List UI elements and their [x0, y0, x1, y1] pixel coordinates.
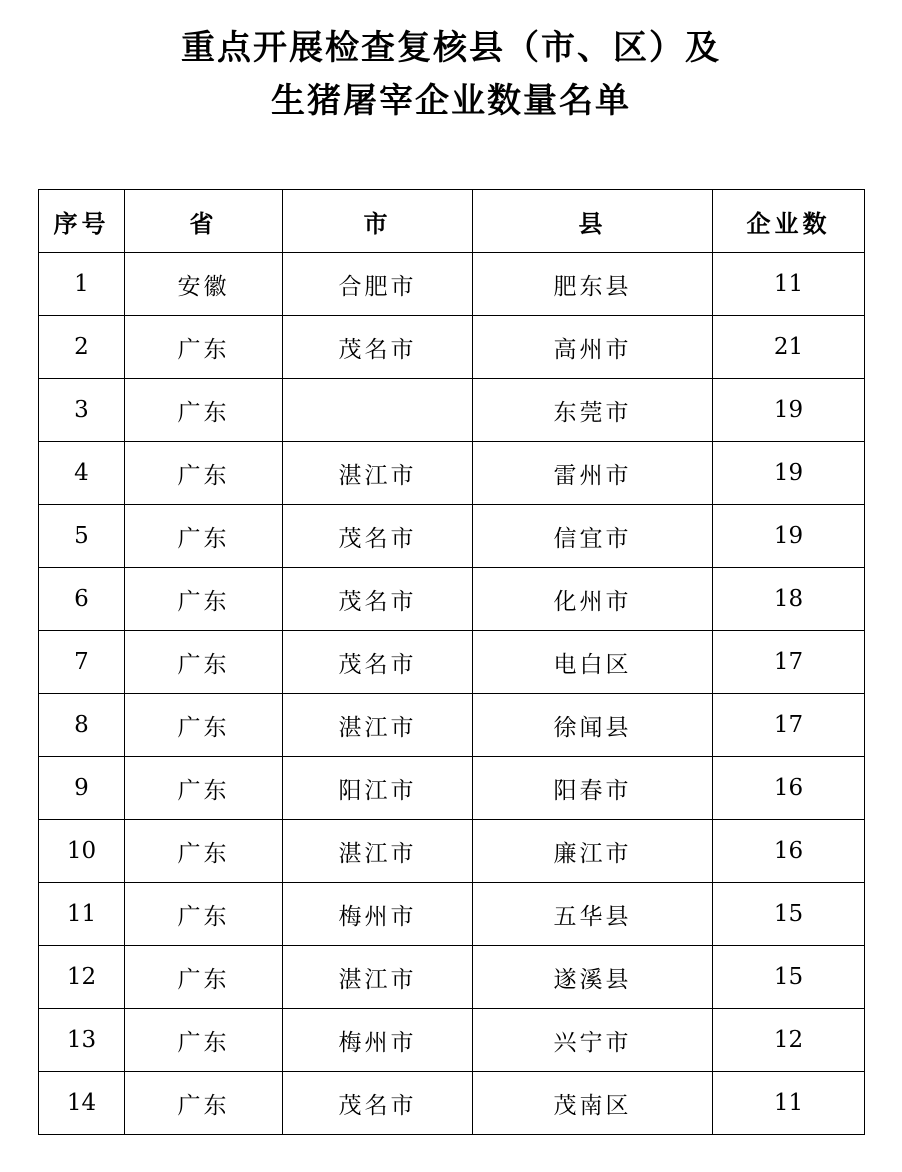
table-row	[39, 1009, 865, 1072]
cell-county: 徐闻县	[473, 694, 713, 757]
cell-enterprise-count: 19	[713, 379, 865, 442]
cell-county: 高州市	[473, 316, 713, 379]
cell-county: 东莞市	[473, 379, 713, 442]
cell-county: 肥东县	[473, 253, 713, 316]
cell-province: 广东	[125, 379, 283, 442]
cell-province: 广东	[125, 568, 283, 631]
table-row	[39, 946, 865, 1009]
table-row	[39, 316, 865, 379]
table-header-row	[39, 190, 865, 253]
cell-enterprise-count: 11	[713, 1072, 865, 1135]
cell-county: 遂溪县	[473, 946, 713, 1009]
cell-index: 14	[39, 1072, 125, 1135]
table-row	[39, 694, 865, 757]
cell-index: 4	[39, 442, 125, 505]
cell-enterprise-count: 11	[713, 253, 865, 316]
cell-city: 梅州市	[283, 883, 473, 946]
cell-index: 10	[39, 820, 125, 883]
cell-enterprise-count: 17	[713, 631, 865, 694]
cell-province: 广东	[125, 820, 283, 883]
enterprise-count-table	[38, 189, 865, 1135]
cell-enterprise-count: 21	[713, 316, 865, 379]
table-row	[39, 253, 865, 316]
cell-county: 茂南区	[473, 1072, 713, 1135]
cell-index: 2	[39, 316, 125, 379]
column-header-city: 市	[283, 190, 473, 253]
table-row	[39, 631, 865, 694]
table-row	[39, 442, 865, 505]
cell-enterprise-count: 16	[713, 820, 865, 883]
cell-province: 广东	[125, 694, 283, 757]
page-title-line-2: 生猪屠宰企业数量名单	[271, 80, 631, 121]
cell-index: 13	[39, 1009, 125, 1072]
cell-province: 广东	[125, 631, 283, 694]
cell-city: 湛江市	[283, 442, 473, 505]
table-row	[39, 379, 865, 442]
cell-city: 湛江市	[283, 694, 473, 757]
cell-city	[283, 379, 473, 442]
cell-county: 雷州市	[473, 442, 713, 505]
page-title-line-1: 重点开展检查复核县（市、区）及	[181, 28, 721, 68]
cell-county: 廉江市	[473, 820, 713, 883]
cell-enterprise-count: 17	[713, 694, 865, 757]
cell-province: 广东	[125, 946, 283, 1009]
cell-enterprise-count: 19	[713, 442, 865, 505]
cell-province: 广东	[125, 757, 283, 820]
table-row	[39, 820, 865, 883]
cell-county: 阳春市	[473, 757, 713, 820]
table-row	[39, 883, 865, 946]
cell-index: 9	[39, 757, 125, 820]
table-header	[39, 190, 865, 253]
cell-enterprise-count: 19	[713, 505, 865, 568]
cell-county: 电白区	[473, 631, 713, 694]
cell-city: 茂名市	[283, 631, 473, 694]
table-row	[39, 568, 865, 631]
cell-index: 5	[39, 505, 125, 568]
cell-index: 6	[39, 568, 125, 631]
table-row	[39, 1072, 865, 1135]
cell-province: 广东	[125, 883, 283, 946]
cell-index: 11	[39, 883, 125, 946]
table-row	[39, 505, 865, 568]
cell-city: 梅州市	[283, 1009, 473, 1072]
table-row	[39, 757, 865, 820]
cell-province: 广东	[125, 1072, 283, 1135]
cell-county: 五华县	[473, 883, 713, 946]
cell-city: 合肥市	[283, 253, 473, 316]
table-container	[38, 127, 864, 1135]
cell-province: 广东	[125, 505, 283, 568]
page-title	[0, 0, 902, 127]
column-header-enterprise-count: 企业数	[713, 190, 865, 253]
cell-county: 化州市	[473, 568, 713, 631]
cell-city: 阳江市	[283, 757, 473, 820]
cell-index: 7	[39, 631, 125, 694]
cell-index: 1	[39, 253, 125, 316]
column-header-county: 县	[473, 190, 713, 253]
cell-index: 3	[39, 379, 125, 442]
cell-province: 安徽	[125, 253, 283, 316]
column-header-index: 序号	[39, 190, 125, 253]
cell-enterprise-count: 15	[713, 883, 865, 946]
cell-index: 12	[39, 946, 125, 1009]
cell-enterprise-count: 12	[713, 1009, 865, 1072]
cell-county: 兴宁市	[473, 1009, 713, 1072]
column-header-province: 省	[125, 190, 283, 253]
table-body	[39, 253, 865, 1135]
cell-city: 湛江市	[283, 946, 473, 1009]
cell-enterprise-count: 16	[713, 757, 865, 820]
cell-city: 茂名市	[283, 505, 473, 568]
cell-county: 信宜市	[473, 505, 713, 568]
cell-city: 茂名市	[283, 316, 473, 379]
cell-province: 广东	[125, 316, 283, 379]
cell-province: 广东	[125, 1009, 283, 1072]
cell-province: 广东	[125, 442, 283, 505]
cell-city: 茂名市	[283, 568, 473, 631]
cell-enterprise-count: 15	[713, 946, 865, 1009]
cell-enterprise-count: 18	[713, 568, 865, 631]
cell-city: 茂名市	[283, 1072, 473, 1135]
cell-index: 8	[39, 694, 125, 757]
cell-city: 湛江市	[283, 820, 473, 883]
